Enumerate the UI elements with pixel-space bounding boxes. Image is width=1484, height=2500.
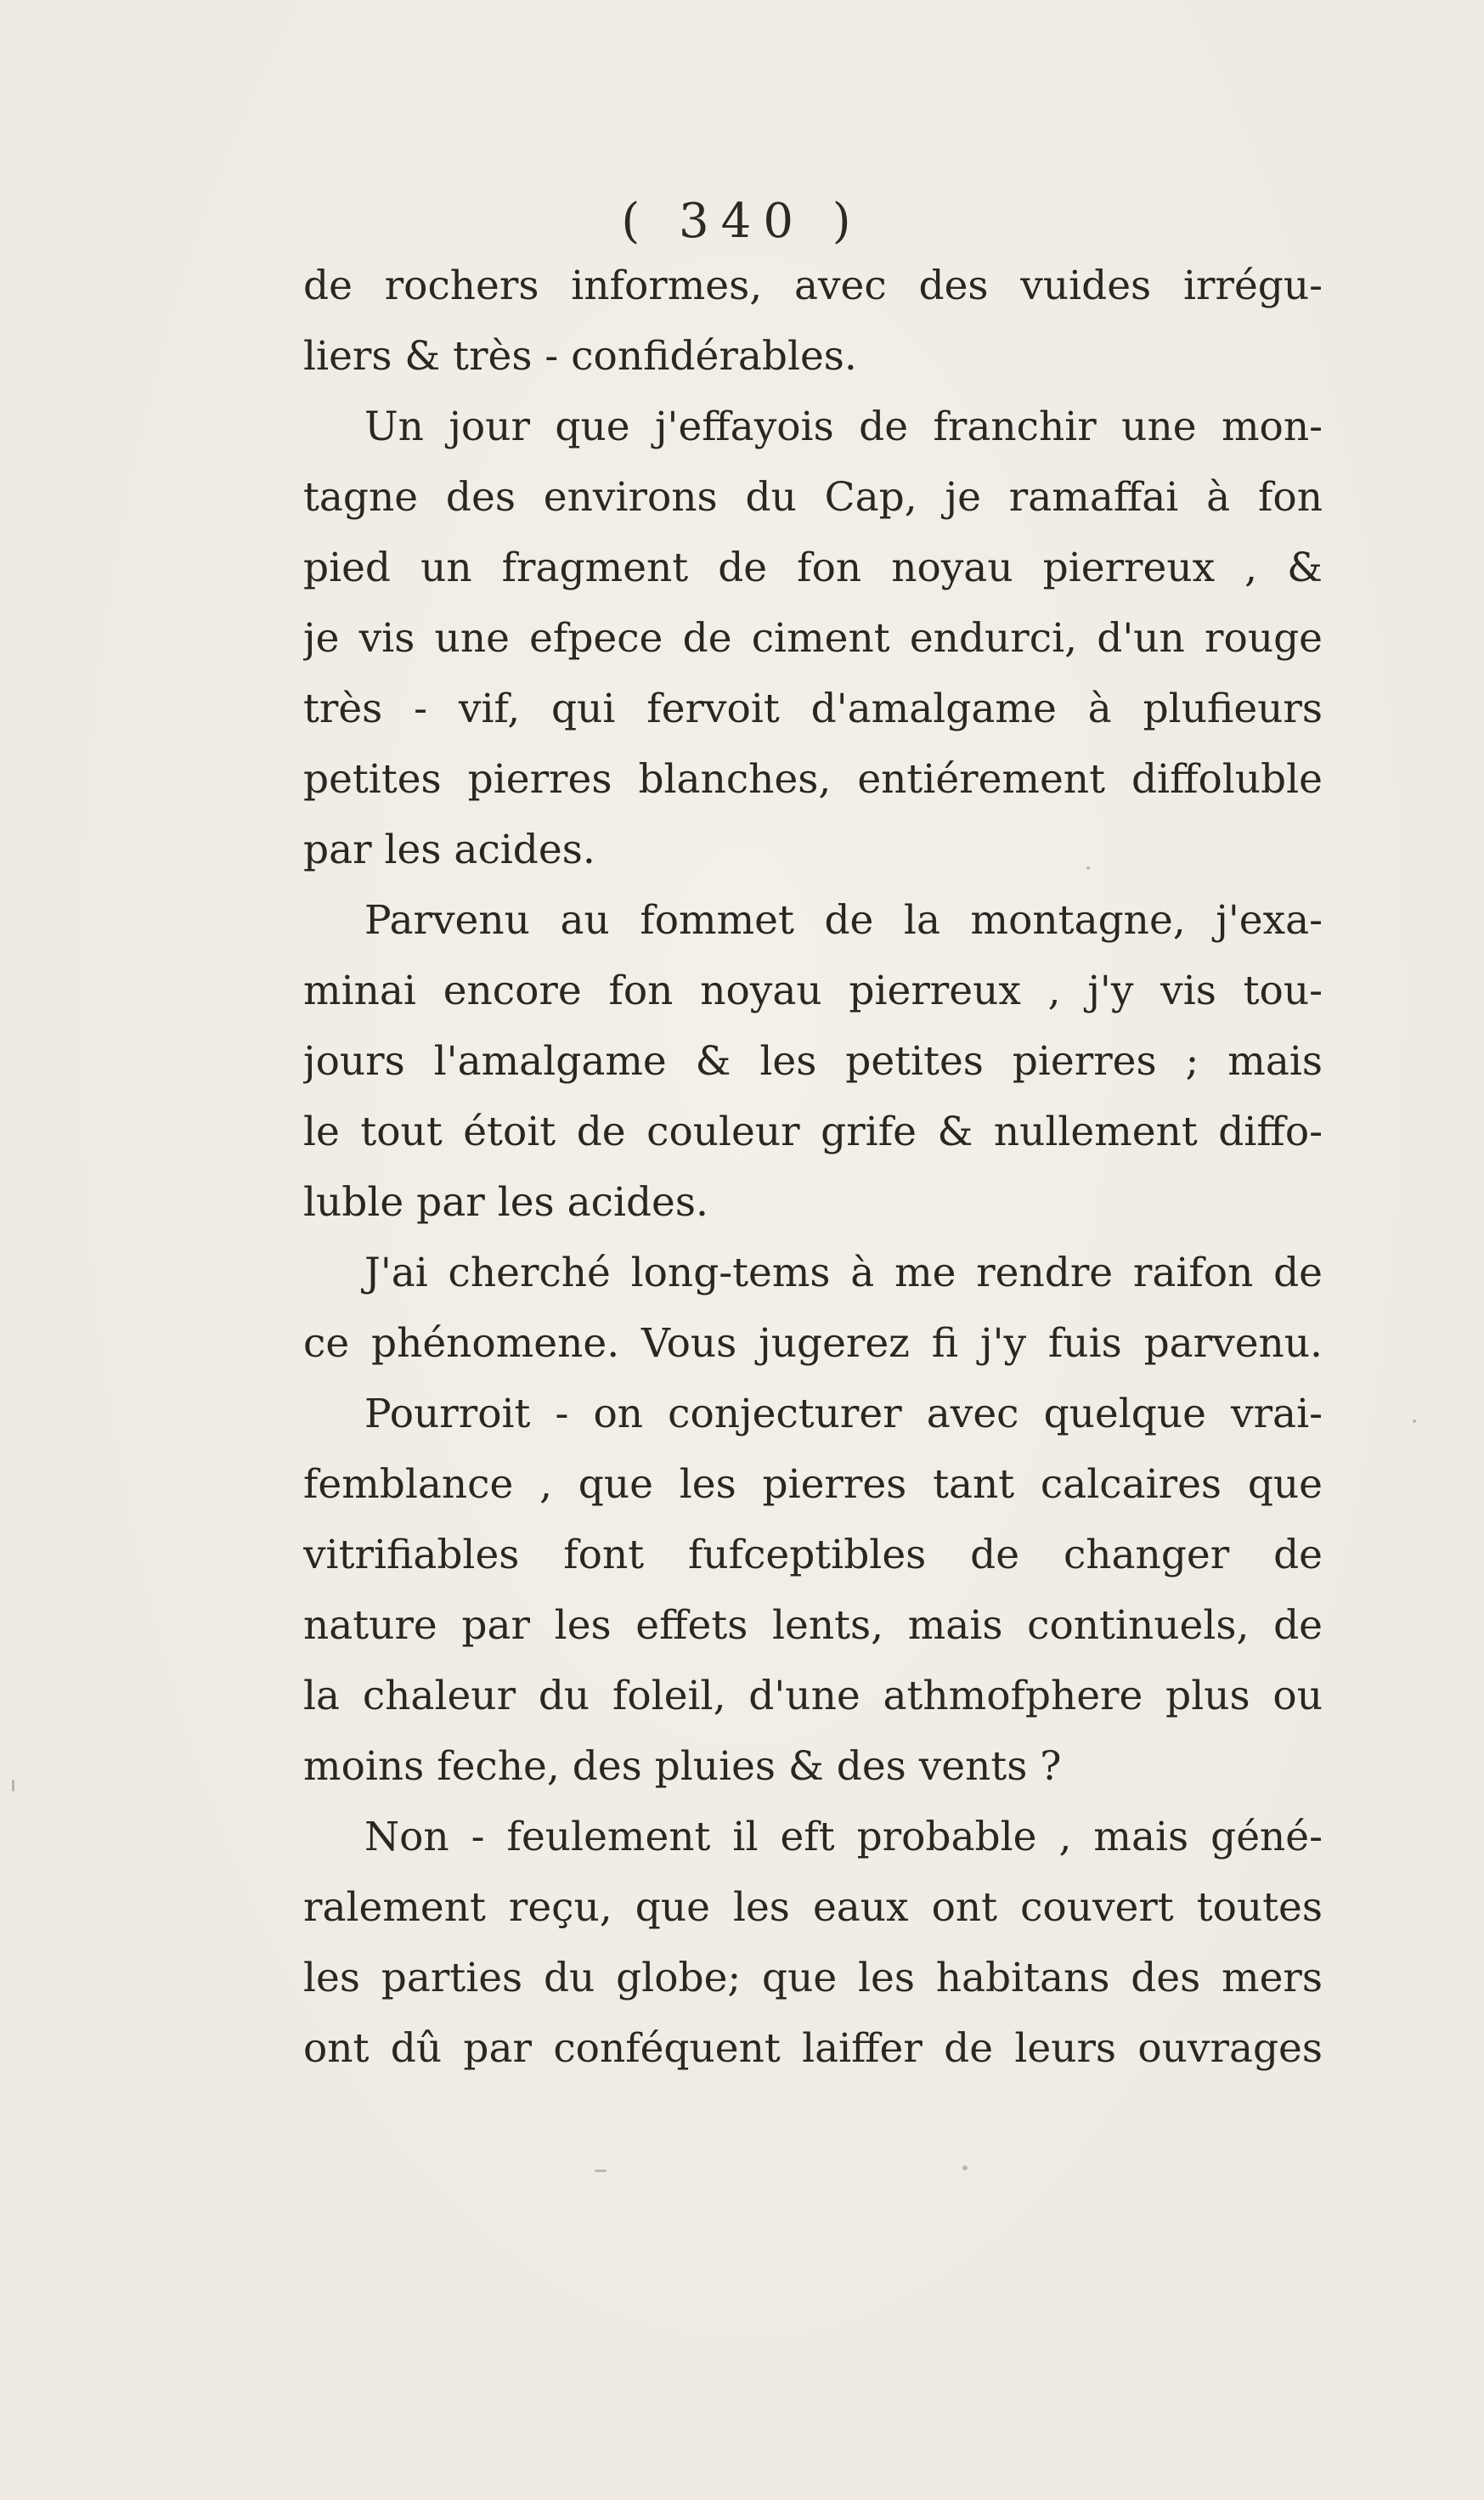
paper-speck xyxy=(962,2165,968,2170)
text-line: tagne des environs du Cap, je ramaffai à fon xyxy=(303,474,1323,521)
text-line: ce phénomene. Vous jugerez fi j'y fuis parvenu. xyxy=(303,1320,1323,1367)
body-text xyxy=(303,251,1323,2084)
paper-speck xyxy=(1086,866,1090,870)
text-line: ont dû par conféquent laiffer de leurs ouvrages xyxy=(303,2025,1323,2072)
text-line: J'ai cherché long-tems à me rendre raifon de xyxy=(364,1250,1323,1296)
text-line: nature par les effets lents, mais continuels, de xyxy=(303,1602,1323,1649)
text-line: petites pierres blanches, entiérement diffoluble xyxy=(303,756,1323,803)
text-line: les parties du globe; que les habitans des mers xyxy=(303,1955,1323,2001)
paper-speck xyxy=(1413,1419,1416,1423)
text-line: Pourroit - on conjecturer avec quelque vrai- xyxy=(364,1391,1323,1437)
text-line: Parvenu au fommet de la montagne, j'exa- xyxy=(364,897,1323,944)
text-line: par les acides. xyxy=(303,827,595,873)
text-line: luble par les acides. xyxy=(303,1179,708,1226)
text-line: minai encore fon noyau pierreux , j'y vis tou- xyxy=(303,968,1323,1014)
paper-speck xyxy=(12,1780,14,1792)
text-line: ralement reçu, que les eaux ont couvert toutes xyxy=(303,1884,1323,1931)
text-line: liers & très - confidérables. xyxy=(303,333,857,380)
page-number: ( 340 ) xyxy=(621,194,863,249)
text-line: Non - feulement il eft probable , mais géné- xyxy=(364,1814,1323,1860)
text-line: pied un fragment de fon noyau pierreux , & xyxy=(303,545,1323,591)
text-line: femblance , que les pierres tant calcaires que xyxy=(303,1461,1323,1508)
text-line: de rochers informes, avec des vuides irrégu- xyxy=(303,262,1323,309)
paper-speck xyxy=(595,2170,607,2172)
text-line: jours l'amalgame & les petites pierres ; mais xyxy=(303,1038,1323,1085)
text-line: moins feche, des pluies & des vents ? xyxy=(303,1743,1062,1790)
text-line: vitrifiables font fufceptibles de changer de xyxy=(303,1532,1323,1578)
text-line: je vis une efpece de ciment endurci, d'un rouge xyxy=(303,615,1323,662)
text-line: Un jour que j'effayois de franchir une mon- xyxy=(364,403,1323,450)
text-line: le tout étoit de couleur grife & nullement diffo- xyxy=(303,1109,1323,1155)
text-line: la chaleur du foleil, d'une athmofphere plus ou xyxy=(303,1673,1323,1719)
text-line: très - vif, qui fervoit d'amalgame à plufieurs xyxy=(303,686,1323,732)
